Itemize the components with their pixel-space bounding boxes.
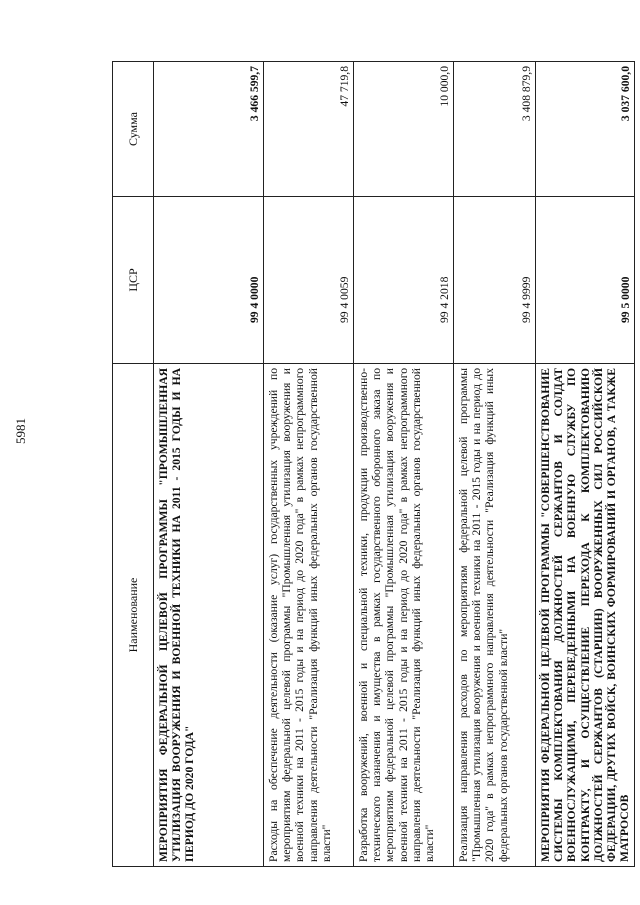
table-row xyxy=(354,62,454,867)
row-csr: 99 4 0059 xyxy=(264,197,354,364)
row-csr: 99 5 0000 xyxy=(536,197,635,364)
row-sum: 3 037 600,0 xyxy=(536,62,635,197)
header-name: Наименование xyxy=(113,364,154,867)
row-name: Реализация направления расходов по мероприятиям федеральной целевой программы "Промышленная утилизация вооружения и военной техники на 2011 - 2015 годы и на период до 2020 года" в рамках непрограммного направления деятельности "Реализация функций иных федеральных органов государственной власти" xyxy=(454,364,536,867)
table-row xyxy=(536,62,635,867)
row-sum: 47 719,8 xyxy=(264,62,354,197)
row-sum: 10 000,0 xyxy=(354,62,454,197)
row-csr: 99 4 9999 xyxy=(454,197,536,364)
row-csr: 99 4 0000 xyxy=(154,197,264,364)
row-name: Расходы на обеспечение деятельности (оказание услуг) государственных учреждений по мероприятиям федеральной целевой программы "Промышленная утилизация вооружения и военной техники на 2011 - 2015 годы и на период до 2020 года" в рамках непрограммного направления деятельности "Реализация функций иных федеральных органов государственной власти" xyxy=(264,364,354,867)
table-header-row xyxy=(113,62,154,867)
budget-table-container xyxy=(112,62,633,867)
page-number: 5981 xyxy=(13,418,28,444)
table-row xyxy=(264,62,354,867)
header-csr: ЦСР xyxy=(113,197,154,364)
row-sum: 3 466 599,7 xyxy=(154,62,264,197)
header-sum: Сумма xyxy=(113,62,154,197)
row-csr: 99 4 2018 xyxy=(354,197,454,364)
row-sum: 3 408 879,9 xyxy=(454,62,536,197)
table-row xyxy=(454,62,536,867)
budget-table xyxy=(112,61,635,867)
table-row xyxy=(154,62,264,867)
row-name: МЕРОПРИЯТИЯ ФЕДЕРАЛЬНОЙ ЦЕЛЕВОЙ ПРОГРАММЫ "ПРОМЫШЛЕННАЯ УТИЛИЗАЦИЯ ВООРУЖЕНИЯ И ВОЕННОЙ ТЕХНИКИ НА 2011 - 2015 ГОДЫ И НА ПЕРИОД ДО 2020 ГОДА" xyxy=(154,364,264,867)
row-name: Разработка вооружений, военной и специальной техники, продукции производственно-технического назначения и имущества в рамках государственного оборонного заказа по мероприятиям федеральной целевой программы "Промышленная утилизация вооружения и военной техники на 2011 - 2015 годы и на период до 2020 года" в рамках непрограммного направления деятельности "Реализация функций иных федеральных органов государственной власти" xyxy=(354,364,454,867)
row-name: МЕРОПРИЯТИЯ ФЕДЕРАЛЬНОЙ ЦЕЛЕВОЙ ПРОГРАММЫ "СОВЕРШЕНСТВОВАНИЕ СИСТЕМЫ КОМПЛЕКТОВАНИЯ ДОЛЖНОСТЕЙ СЕРЖАНТОВ И СОЛДАТ ВОЕННОСЛУЖАЩИМИ, ПЕРЕВЕДЕННЫМИ НА ВОЕННУЮ СЛУЖБУ ПО КОНТРАКТУ, И ОСУЩЕСТВЛЕНИЕ ПЕРЕХОДА К КОМПЛЕКТОВАНИЮ ДОЛЖНОСТЕЙ СЕРЖАНТОВ (СТАРШИН) ВООРУЖЕННЫХ СИЛ РОССИЙСКОЙ ФЕДЕРАЦИИ, ДРУГИХ ВОЙСК, ВОИНСКИХ ФОРМИРОВАНИЙ И ОРГАНОВ, А ТАКЖЕ МАТРОСОВ xyxy=(536,364,635,867)
